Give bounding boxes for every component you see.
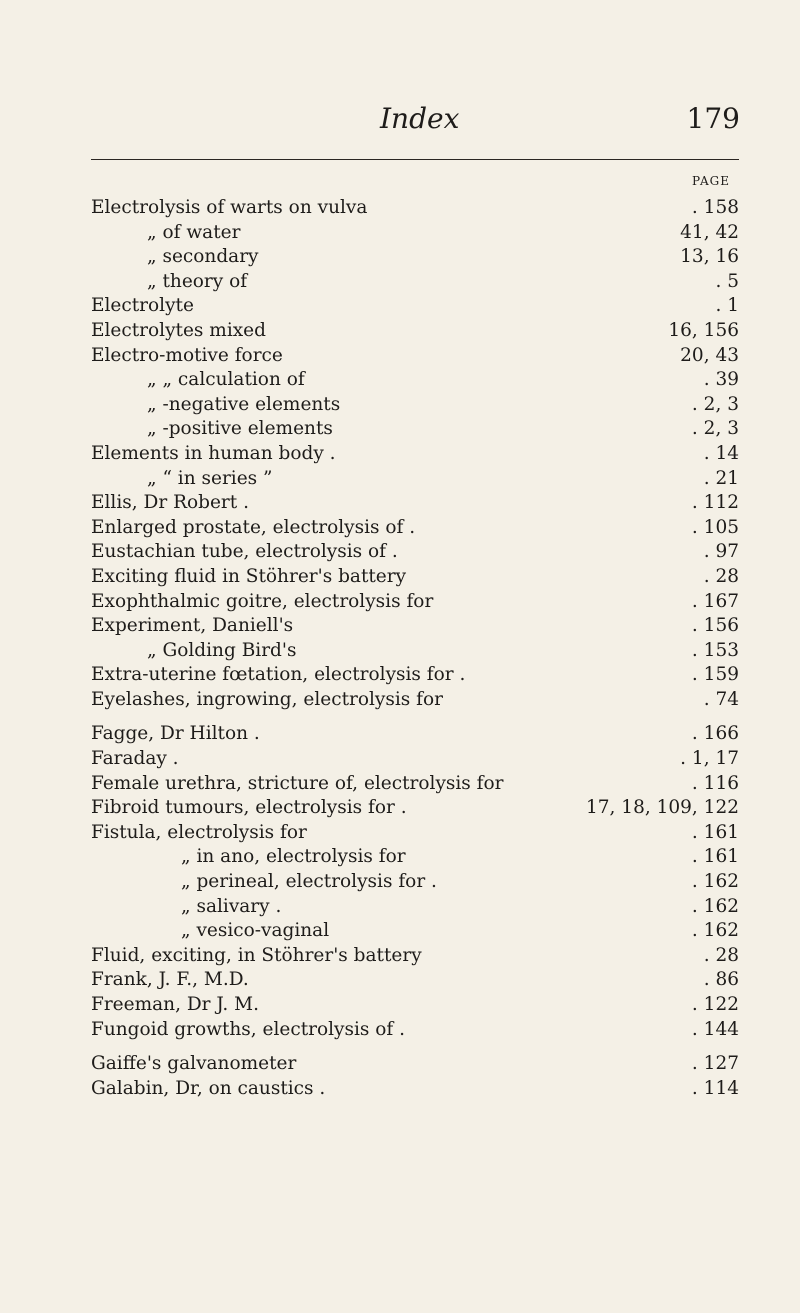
entry-term: „ Golding Bird's (147, 639, 297, 661)
entry-page-ref: . 5 (715, 270, 739, 292)
index-entry (91, 540, 739, 565)
entry-page-ref: . 2, 3 (691, 418, 739, 440)
index-entry (91, 821, 739, 846)
entry-term: Fibroid tumours, electrolysis for . (91, 797, 407, 819)
index-entry (91, 516, 739, 541)
header-rule (91, 159, 739, 160)
entry-page-ref: . 153 (691, 639, 739, 661)
index-entry (91, 968, 739, 993)
index-entry (91, 319, 739, 344)
entry-term: „ -negative elements (147, 393, 341, 415)
entry-page-ref: . 159 (691, 664, 739, 686)
entry-page-ref: 13, 16 (680, 246, 739, 268)
entry-term: Electro-motive force (91, 344, 283, 366)
entry-page-ref: . 112 (691, 492, 739, 514)
index-entry (91, 639, 739, 664)
index-entry (91, 590, 739, 615)
entry-term: Enlarged prostate, electrolysis of . (91, 516, 416, 538)
entry-term: „ “ in series ” (147, 467, 273, 489)
index-entry (91, 1018, 739, 1043)
entry-term: „ of water (147, 221, 241, 243)
entry-term: Female urethra, stricture of, electrolysis for (91, 772, 504, 794)
page-number: 179 (686, 102, 740, 135)
index-entry (91, 270, 739, 295)
entry-term: Elements in human body . (91, 442, 336, 464)
index-entry (91, 944, 739, 969)
entry-term: „ secondary (147, 246, 259, 268)
index-entry (91, 491, 739, 516)
entry-page-ref: . 116 (691, 772, 739, 794)
entry-page-ref: . 105 (691, 516, 739, 538)
entry-term: Freeman, Dr J. M. (91, 994, 259, 1015)
entry-term: Gaiffe's galvanometer (91, 1053, 297, 1075)
entry-term: „ in ano, electrolysis for (181, 846, 406, 868)
index-entry (91, 442, 739, 467)
entry-page-ref: . 162 (691, 871, 739, 893)
entry-term: Eyelashes, ingrowing, electrolysis for (91, 688, 443, 710)
entry-page-ref: . 28 (703, 565, 739, 587)
entry-page-ref: . 166 (691, 723, 739, 745)
entry-term: Eustachian tube, electrolysis of . (91, 541, 398, 563)
index-entry (91, 393, 739, 418)
entry-term: Frank, J. F., M.D. (91, 969, 249, 991)
entry-page-ref: . 161 (691, 821, 739, 843)
index-entry (91, 663, 739, 688)
index-entry (91, 845, 739, 870)
entry-term: „ perineal, electrolysis for . (181, 871, 437, 893)
entry-page-ref: . 39 (703, 369, 739, 391)
entry-term: Fungoid growths, electrolysis of . (91, 1018, 406, 1040)
index-entry (91, 722, 739, 747)
index-entry (91, 368, 739, 393)
entry-term: Exciting fluid in Stöhrer's battery (91, 565, 407, 587)
entry-page-ref: . 158 (691, 197, 739, 218)
entry-page-ref: . 162 (691, 895, 739, 917)
index-entry (91, 417, 739, 442)
index-entry (91, 1052, 739, 1077)
entry-term: Electrolyte (91, 295, 194, 317)
entry-page-ref: . 144 (691, 1018, 739, 1040)
entry-page-ref: . 127 (691, 1053, 739, 1075)
entry-page-ref: . 28 (703, 944, 739, 966)
page-column-label: PAGE (692, 174, 730, 188)
entry-page-ref: . 2, 3 (691, 393, 739, 415)
entry-page-ref: . 97 (703, 541, 739, 563)
entry-page-ref: 41, 42 (680, 221, 739, 243)
index-entry (91, 294, 739, 319)
entry-page-ref: . 122 (691, 994, 739, 1015)
index-entry (91, 196, 739, 221)
entry-page-ref: . 21 (703, 467, 739, 489)
index-entry (91, 221, 739, 246)
entry-term: Fistula, electrolysis for (91, 821, 307, 843)
entry-page-ref: . 156 (691, 615, 739, 637)
page-title: Index (380, 102, 460, 135)
entry-term: Ellis, Dr Robert . (91, 492, 249, 514)
index-entry (91, 688, 739, 713)
entry-term: Electrolytes mixed (91, 319, 266, 341)
index-entry (91, 796, 739, 821)
entry-term: Fagge, Dr Hilton . (91, 723, 260, 745)
entry-term: Fluid, exciting, in Stöhrer's battery (91, 944, 422, 966)
index-entry (91, 245, 739, 270)
index-entry (91, 919, 739, 944)
entry-page-ref: 20, 43 (680, 344, 739, 366)
entry-page-ref: . 167 (691, 590, 739, 612)
entry-term: Extra-uterine fœtation, electrolysis for . (91, 664, 466, 686)
index-entry (91, 565, 739, 590)
entry-term: „ salivary . (181, 895, 282, 917)
entry-page-ref: 16, 156 (668, 319, 739, 341)
entry-term: „ vesico-vaginal (181, 920, 330, 942)
entry-page-ref: . 74 (703, 688, 739, 710)
entry-page-ref: . 1, 17 (680, 748, 739, 770)
entry-term: „ -positive elements (147, 418, 333, 440)
entry-term: Galabin, Dr, on caustics . (91, 1077, 326, 1099)
index-entry (91, 1077, 739, 1102)
entry-term: Electrolysis of warts on vulva (91, 197, 368, 218)
index-entry (91, 614, 739, 639)
index-entries (91, 196, 739, 1101)
entry-page-ref: . 114 (691, 1077, 739, 1099)
entry-page-ref: . 162 (691, 920, 739, 942)
index-entry (91, 895, 739, 920)
entry-term: „ theory of (147, 270, 248, 292)
index-entry (91, 870, 739, 895)
index-entry (91, 772, 739, 797)
entry-term: „ „ calculation of (147, 369, 305, 391)
entry-page-ref: . 1 (715, 295, 739, 317)
index-entry (91, 467, 739, 492)
entry-page-ref: . 161 (691, 846, 739, 868)
entry-page-ref: . 86 (703, 969, 739, 991)
entry-term: Faraday . (91, 748, 179, 770)
entry-page-ref: 17, 18, 109, 122 (586, 797, 739, 819)
entry-term: Experiment, Daniell's (91, 615, 294, 637)
index-entry (91, 747, 739, 772)
entry-page-ref: . 14 (703, 442, 739, 464)
index-entry (91, 344, 739, 369)
index-entry (91, 993, 739, 1018)
entry-term: Exophthalmic goitre, electrolysis for (91, 590, 434, 612)
